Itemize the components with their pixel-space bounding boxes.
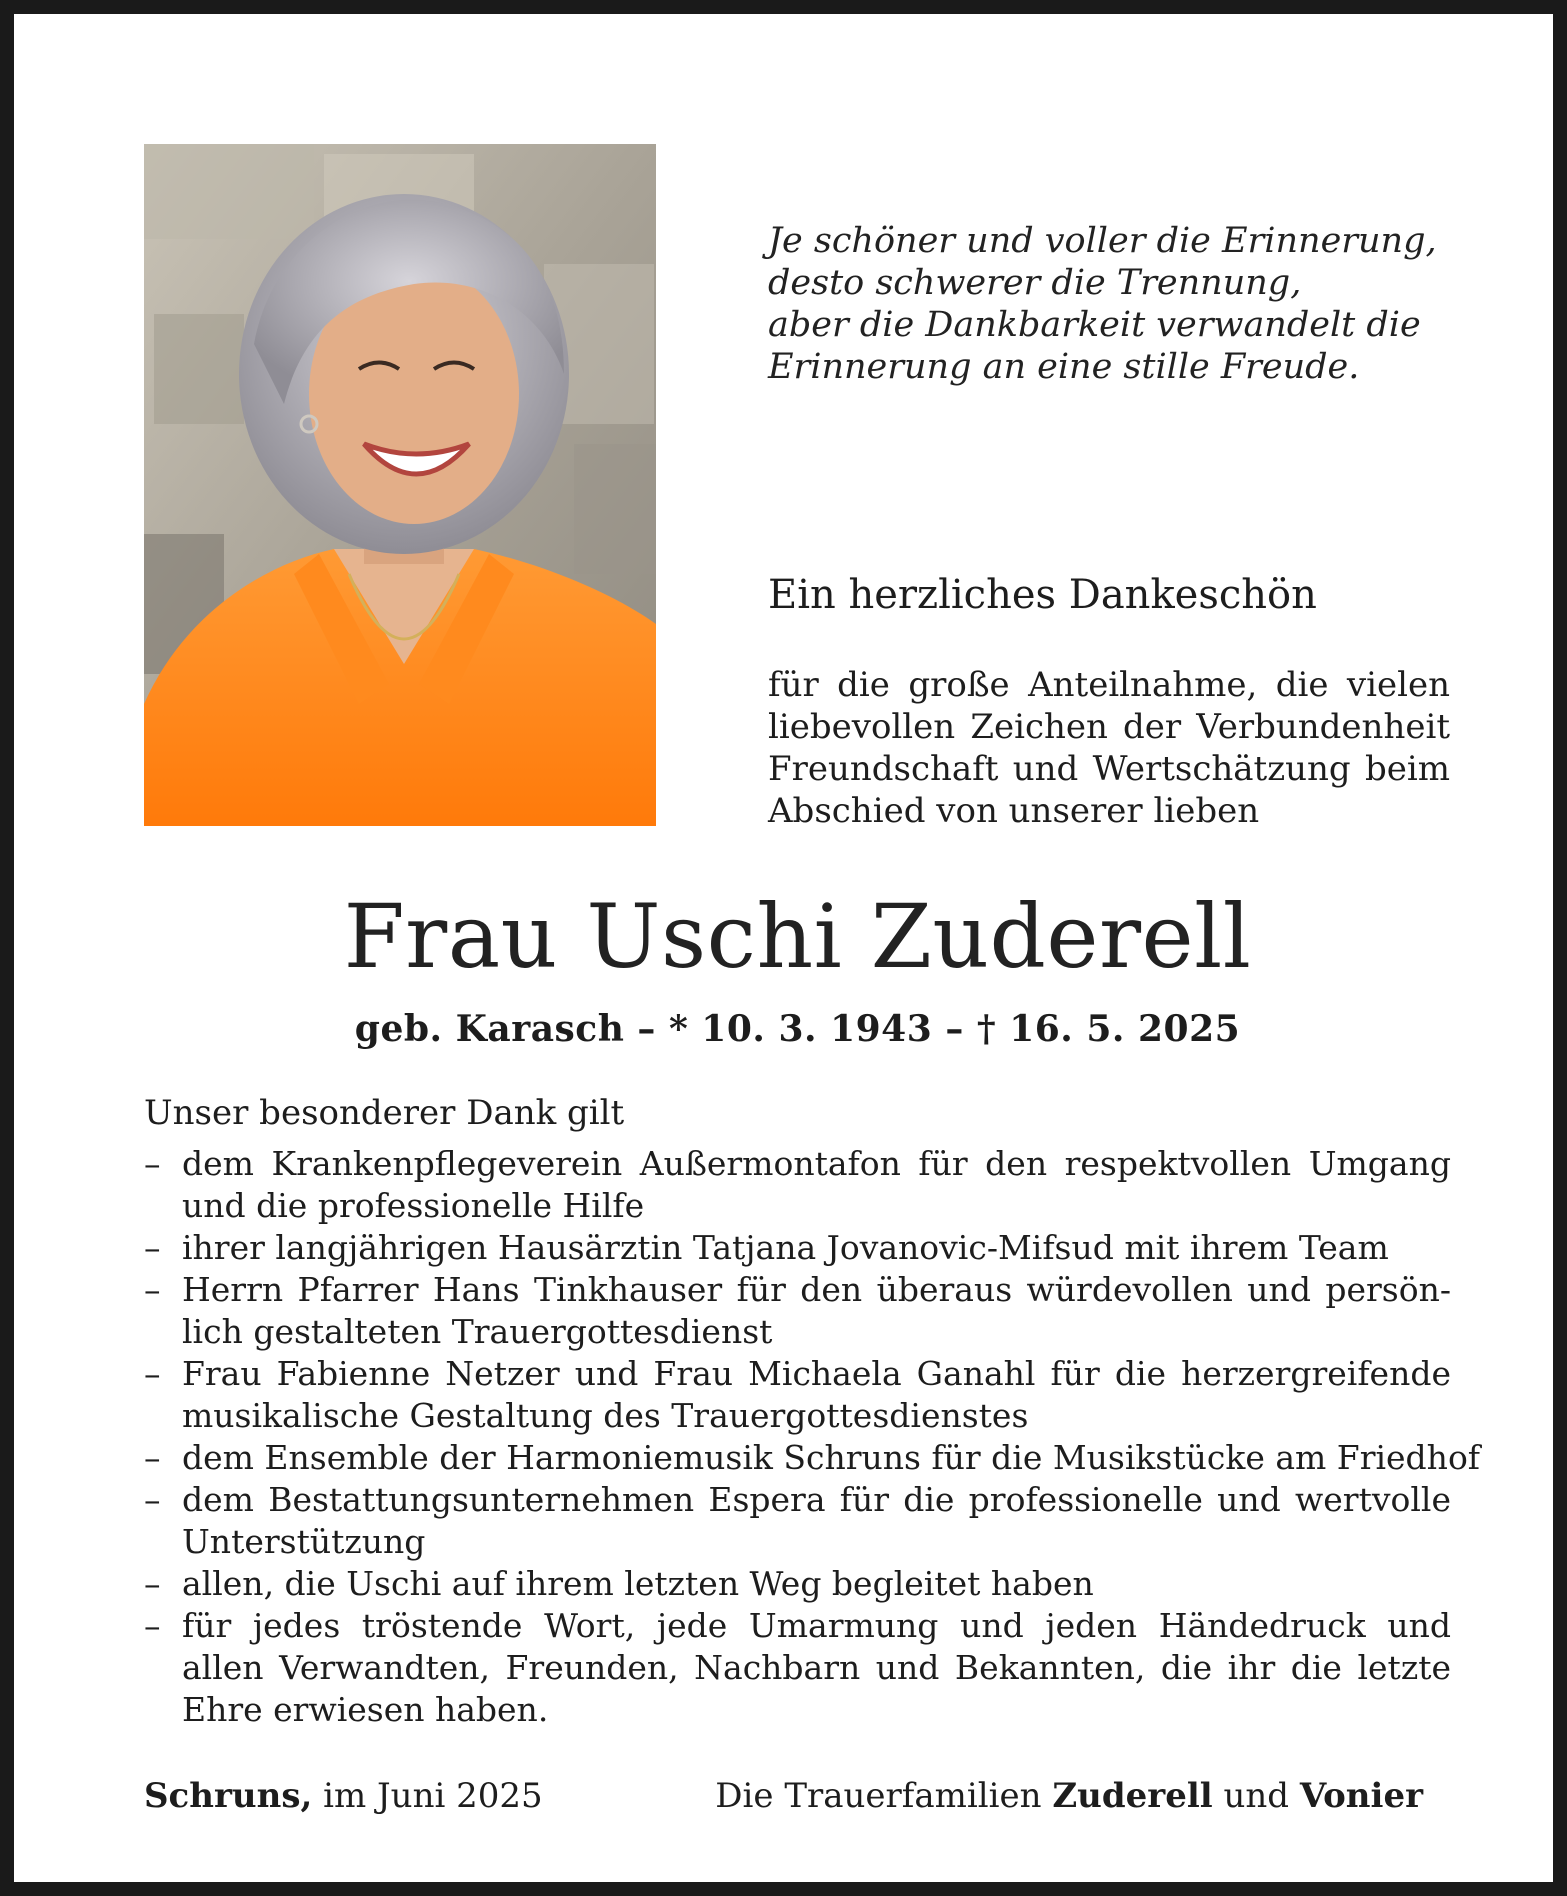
list-line: Ehre erwiesen haben. (182, 1690, 549, 1729)
thanks-heading: Ein herzliches Dankeschön (768, 572, 1317, 618)
list-line: dem Bestattungsunternehmen Espera für die professionelle und wertvolle (182, 1480, 1451, 1519)
dank-intro: Unser besonderer Dank gilt (144, 1093, 625, 1133)
list-line: dem Krankenpflegeverein Außermontafon für den respektvollen Umgang (182, 1144, 1451, 1183)
list-dash: – (144, 1270, 161, 1309)
thanks-line: Abschied von unserer lieben (768, 791, 1260, 831)
memorial-poem (768, 220, 1488, 388)
list-line: Herrn Pfarrer Hans Tinkhauser für den überaus würdevollen und persön- (182, 1270, 1451, 1309)
birth-death-dates: geb. Karasch – * 10. 3. 1943 – † 16. 5. 2025 (354, 1008, 1241, 1050)
thanks-list (144, 1143, 1481, 1731)
list-dash: – (144, 1144, 161, 1183)
families-and: und (1223, 1776, 1290, 1816)
list-line: und die professionelle Hilfe (182, 1186, 645, 1225)
list-item (144, 1563, 1451, 1605)
poem-line: desto schwerer die Trennung, (768, 263, 1302, 303)
list-dash: – (144, 1480, 161, 1519)
list-line: lich gestalteten Trauergottesdienst (182, 1312, 773, 1351)
list-line: musikalische Gestaltung des Trauergottesdienstes (182, 1396, 1029, 1435)
families-signature (715, 1774, 1423, 1818)
list-item (144, 1143, 1451, 1227)
thanks-line: für die große Anteilnahme, die vielen (768, 665, 1450, 705)
list-item (144, 1437, 1481, 1479)
date: im Juni 2025 (323, 1776, 543, 1816)
list-dash: – (144, 1438, 161, 1477)
thanks-line: liebevollen Zeichen der Verbundenheit (768, 707, 1450, 747)
poem-line: aber die Dankbarkeit verwandelt die (768, 305, 1421, 345)
thanks-paragraph (768, 664, 1450, 832)
portrait-photo (144, 144, 656, 826)
list-line: dem Ensemble der Harmoniemusik Schruns für die Musikstücke am Friedhof (182, 1438, 1481, 1477)
list-dash: – (144, 1564, 161, 1603)
list-item (144, 1269, 1451, 1353)
family-name: Vonier (1299, 1776, 1423, 1816)
list-line: ihrer langjährigen Hausärztin Tatjana Jovanovic-Mifsud mit ihrem Team (182, 1228, 1389, 1267)
place: Schruns, (144, 1776, 313, 1816)
list-line: allen Verwandten, Freunden, Nachbarn und Bekannten, die ihr die letzte (182, 1648, 1451, 1687)
poem-line: Erinnerung an eine stille Freude. (768, 347, 1360, 387)
list-line: Frau Fabienne Netzer und Frau Michaela Ganahl für die herzergreifende (182, 1354, 1451, 1393)
list-line: allen, die Uschi auf ihrem letzten Weg begleitet haben (182, 1564, 1094, 1603)
list-line: für jedes tröstende Wort, jede Umarmung und jeden Händedruck und (182, 1606, 1451, 1645)
list-item (144, 1479, 1451, 1563)
thanks-line: Freundschaft und Wertschätzung beim (768, 749, 1450, 789)
list-item (144, 1605, 1451, 1731)
portrait-illustration (144, 144, 656, 826)
list-item (144, 1227, 1451, 1269)
deceased-name: Frau Uschi Zuderell (343, 885, 1252, 988)
place-date (144, 1774, 543, 1818)
list-dash: – (144, 1606, 161, 1645)
families-prefix: Die Trauerfamilien (715, 1776, 1042, 1816)
list-line: Unterstützung (182, 1522, 426, 1561)
family-name: Zuderell (1052, 1776, 1213, 1816)
list-item (144, 1353, 1451, 1437)
poem-line: Je schöner und voller die Erinnerung, (768, 221, 1437, 261)
list-dash: – (144, 1228, 161, 1267)
list-dash: – (144, 1354, 161, 1393)
